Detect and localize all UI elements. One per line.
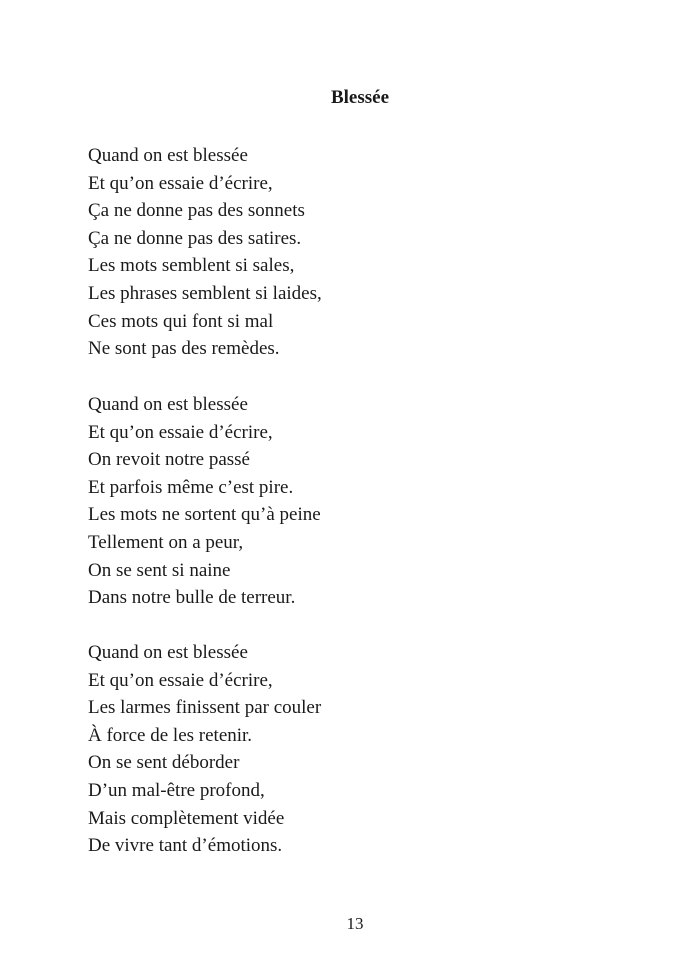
poem-line: Tellement on a peur, [88, 531, 244, 553]
poem-line: Et qu’on essaie d’écrire, [88, 172, 273, 194]
poem-line: Dans notre bulle de terreur. [88, 587, 296, 609]
poem-line: On se sent si naine [88, 559, 231, 581]
poem-line: Ça ne donne pas des satires. [88, 227, 302, 249]
poem-line: Et parfois même c’est pire. [88, 476, 294, 498]
poem-title: Blessée [330, 87, 390, 108]
poem-line: Et qu’on essaie d’écrire, [88, 421, 273, 443]
poem-line: Ces mots qui font si mal [88, 310, 274, 332]
poem-line: D’un mal-être profond, [88, 779, 265, 801]
stanza-1 [88, 142, 322, 363]
poem-line: Quand on est blessée [88, 145, 248, 166]
page-number: 13 [346, 914, 364, 933]
poem-line: Et qu’on essaie d’écrire, [88, 669, 273, 691]
poem-line: Les mots semblent si sales, [88, 255, 295, 277]
stanza-2 [88, 391, 321, 612]
poem-line: Quand on est blessée [88, 642, 248, 663]
poem-line: À force de les retenir. [88, 724, 253, 746]
poem-line: Ça ne donne pas des sonnets [88, 200, 305, 222]
poem-line: Les larmes finissent par couler [88, 697, 322, 719]
poem-line: De vivre tant d’émotions. [88, 835, 283, 857]
poem-line: Quand on est blessée [88, 394, 248, 415]
poem-line: Mais complètement vidée [88, 807, 285, 829]
poem-line: On revoit notre passé [88, 449, 250, 471]
poem-line: On se sent déborder [88, 752, 240, 774]
poem-line: Ne sont pas des remèdes. [88, 338, 280, 360]
poem-line: Les mots ne sortent qu’à peine [88, 504, 321, 526]
stanza-3 [88, 639, 321, 860]
poem-line: Les phrases semblent si laides, [88, 282, 322, 304]
